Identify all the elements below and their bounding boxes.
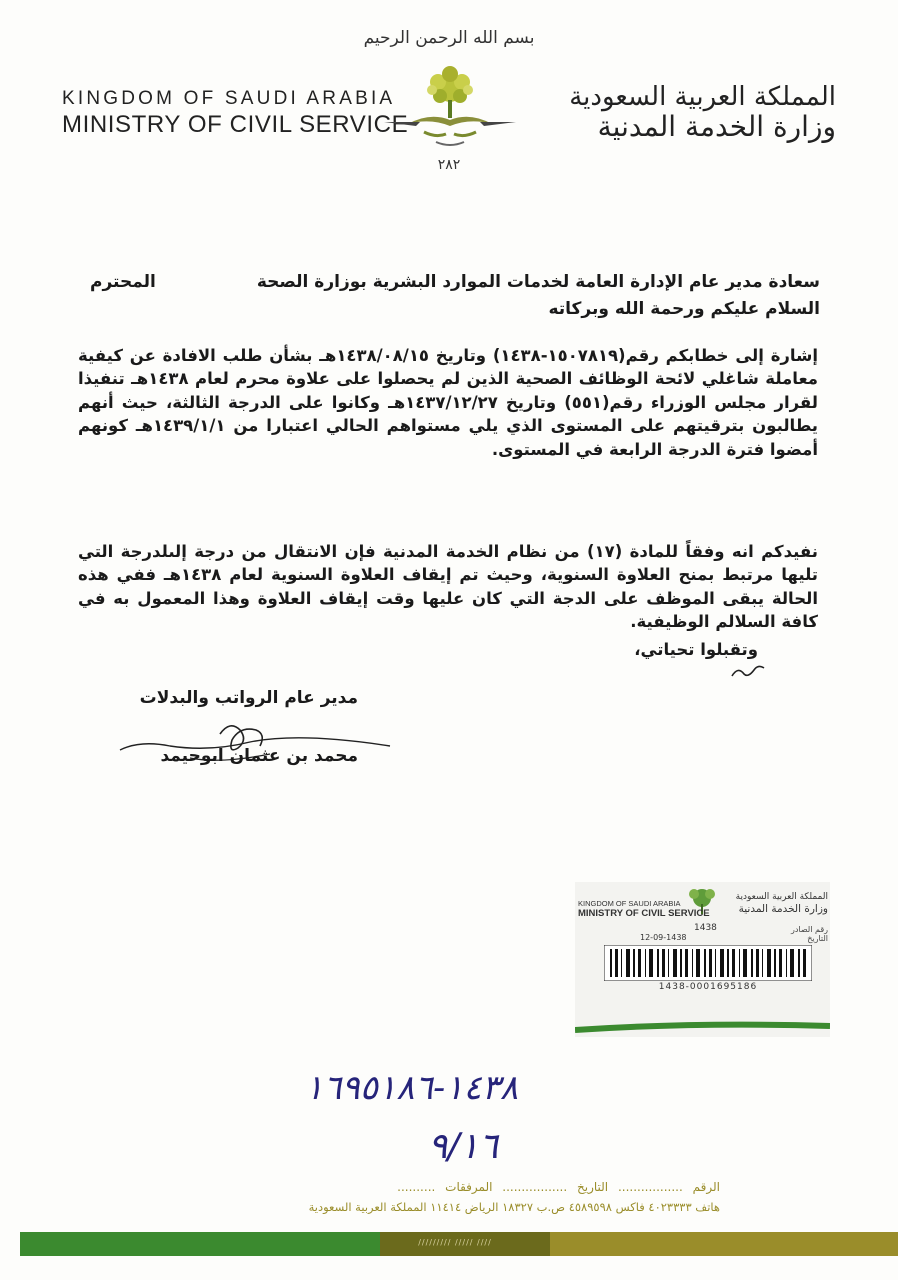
barcode-bar bbox=[790, 949, 794, 977]
footer-dots: ................. bbox=[617, 1180, 683, 1194]
barcode-bar bbox=[680, 949, 682, 977]
barcode-bar bbox=[668, 949, 669, 977]
barcode-bar bbox=[739, 949, 740, 977]
barcode-bar bbox=[751, 949, 753, 977]
basmala: بسم الله الرحمن الرحيم bbox=[363, 28, 535, 48]
addressee-line bbox=[90, 272, 820, 298]
paragraph-inquiry: إشارة إلى خطابكم رقم(١٥٠٧٨١٩-١٤٣٨) وتاريخ ١٤٣٨/٠٨/١٥هـ بشأن طلب الافادة عن كيفية معاملة شاغلي لائحة الوظائف الصحية الذين لم يحصلوا على علاوة محرم لعام ١٤٣٨هـ تنفيذا لقرار مجلس الوزراء رقم(٥٥١) وتاريخ ١٤٣٧/١٢/٢٧هـ وكانوا على الدرجة الثالثة، حيث أنهم يطالبون بترقيتهم على المستوى الذي يلي مستواهم الحالي اعتبارا من ١٤٣٩/١/١هـ كونهم أمضوا فترة الدرجة الرابعة في المستوى. bbox=[78, 346, 819, 459]
closing-line: وتقبلوا تحياتي، bbox=[634, 640, 758, 659]
initials-mark-icon bbox=[728, 660, 768, 682]
signer-title: مدير عام الرواتب والبدلات bbox=[139, 688, 358, 708]
barcode-bar bbox=[662, 949, 665, 977]
barcode-bar bbox=[762, 949, 763, 977]
addressee-honorific: المحترم bbox=[90, 272, 156, 292]
signature-icon bbox=[100, 700, 400, 780]
document-number: ٢٨٢ bbox=[437, 157, 461, 173]
addressee-title: سعادة مدير عام الإدارة العامة لخدمات الموارد البشرية بوزارة الصحة bbox=[256, 272, 820, 292]
footer-field-date: التاريخ bbox=[576, 1180, 609, 1194]
barcode-bar bbox=[727, 949, 729, 977]
paragraph-response: نفيدكم انه وفقاً للمادة (١٧) من نظام الخدمة المدنية فإن الانتقال من درجة إلىلدرجة التي تليها مرتبط بمنح العلاوة السنوية، وحيث تم إيقاف العلاوة السنوية لعام ١٤٣٨هـ ففي هذه الحالة يبقى الموظف على الدجة التي كان عليها وقت إيقاف العلاوة وهذا المعمول به في كافة السلالم الوظيفية. bbox=[78, 542, 819, 632]
stamp-date-label: التاريخ bbox=[807, 934, 828, 943]
footer-bar-pattern: ///////// ///// //// bbox=[418, 1238, 492, 1247]
barcode-bar bbox=[621, 949, 622, 977]
barcode-bar bbox=[673, 949, 677, 977]
stamp-number-label: رقم الصادر bbox=[790, 925, 828, 934]
barcode-bar bbox=[696, 949, 700, 977]
stamp-code: 1438 bbox=[694, 923, 717, 933]
barcode-bar bbox=[692, 949, 693, 977]
barcode-bar bbox=[615, 949, 618, 977]
stamp-ministry-ar: وزارة الخدمة المدنية bbox=[738, 903, 828, 915]
header-kingdom-en: KINGDOM OF SAUDI ARABIA bbox=[62, 88, 396, 109]
barcode-bar bbox=[704, 949, 706, 977]
footer-dots: ................. bbox=[502, 1180, 568, 1194]
header-ministry-en: MINISTRY OF CIVIL SERVICE bbox=[62, 111, 409, 138]
barcode-bar bbox=[743, 949, 747, 977]
barcode-bar bbox=[715, 949, 716, 977]
barcode-bar bbox=[786, 949, 787, 977]
barcode-bar bbox=[645, 949, 646, 977]
barcode-bar bbox=[720, 949, 724, 977]
barcode-bar bbox=[657, 949, 659, 977]
footer-address: هاتف ٤٠٢٣٣٣٣ فاكس ٤٥٨٩٥٩٨ ص.ب ١٨٣٢٧ الرياض ١١٤١٤ المملكة العربية السعودية bbox=[308, 1200, 720, 1214]
stamp-ministry-en: MINISTRY OF CIVIL SERVICE bbox=[578, 908, 710, 919]
barcode-bar bbox=[756, 949, 759, 977]
barcode-bar bbox=[685, 949, 688, 977]
footer-field-attachments: المرفقات bbox=[445, 1180, 493, 1194]
barcode-bar bbox=[803, 949, 806, 977]
header-kingdom-ar: المملكة العربية السعودية bbox=[569, 82, 836, 112]
barcode-bar bbox=[633, 949, 635, 977]
barcode-bar bbox=[779, 949, 782, 977]
barcode-bar bbox=[798, 949, 800, 977]
footer-field-number: الرقم bbox=[692, 1180, 720, 1194]
barcode-icon bbox=[604, 945, 812, 981]
signer-name: محمد بن عثمان ابوحيمد bbox=[160, 746, 358, 766]
barcode-bar bbox=[774, 949, 776, 977]
barcode-bar bbox=[732, 949, 735, 977]
barcode-bar bbox=[626, 949, 630, 977]
barcode-bar bbox=[638, 949, 641, 977]
barcode-bar bbox=[709, 949, 712, 977]
header-ministry-ar: وزارة الخدمة المدنية bbox=[597, 110, 836, 143]
barcode-number: 1438-0001695186 bbox=[658, 982, 758, 992]
greeting: السلام عليكم ورحمة الله وبركاته bbox=[548, 299, 820, 319]
barcode-bar bbox=[767, 949, 771, 977]
handwritten-date: ٩/١٦ bbox=[428, 1126, 499, 1167]
footer-dots: .......... bbox=[397, 1180, 436, 1194]
barcode-bar bbox=[610, 949, 612, 977]
stamp-kingdom-ar: المملكة العربية السعودية bbox=[735, 892, 828, 902]
footer-fields bbox=[391, 1180, 720, 1194]
ministry-emblem-icon bbox=[380, 62, 520, 154]
stamp-kingdom-en: KINGDOM OF SAUDI ARABIA bbox=[578, 899, 681, 908]
handwritten-reference: ١٤٣٨-١٦٩٥١٨٦ bbox=[305, 1068, 519, 1108]
stamp-date: 12-09-1438 bbox=[640, 933, 687, 942]
barcode-bar bbox=[649, 949, 653, 977]
